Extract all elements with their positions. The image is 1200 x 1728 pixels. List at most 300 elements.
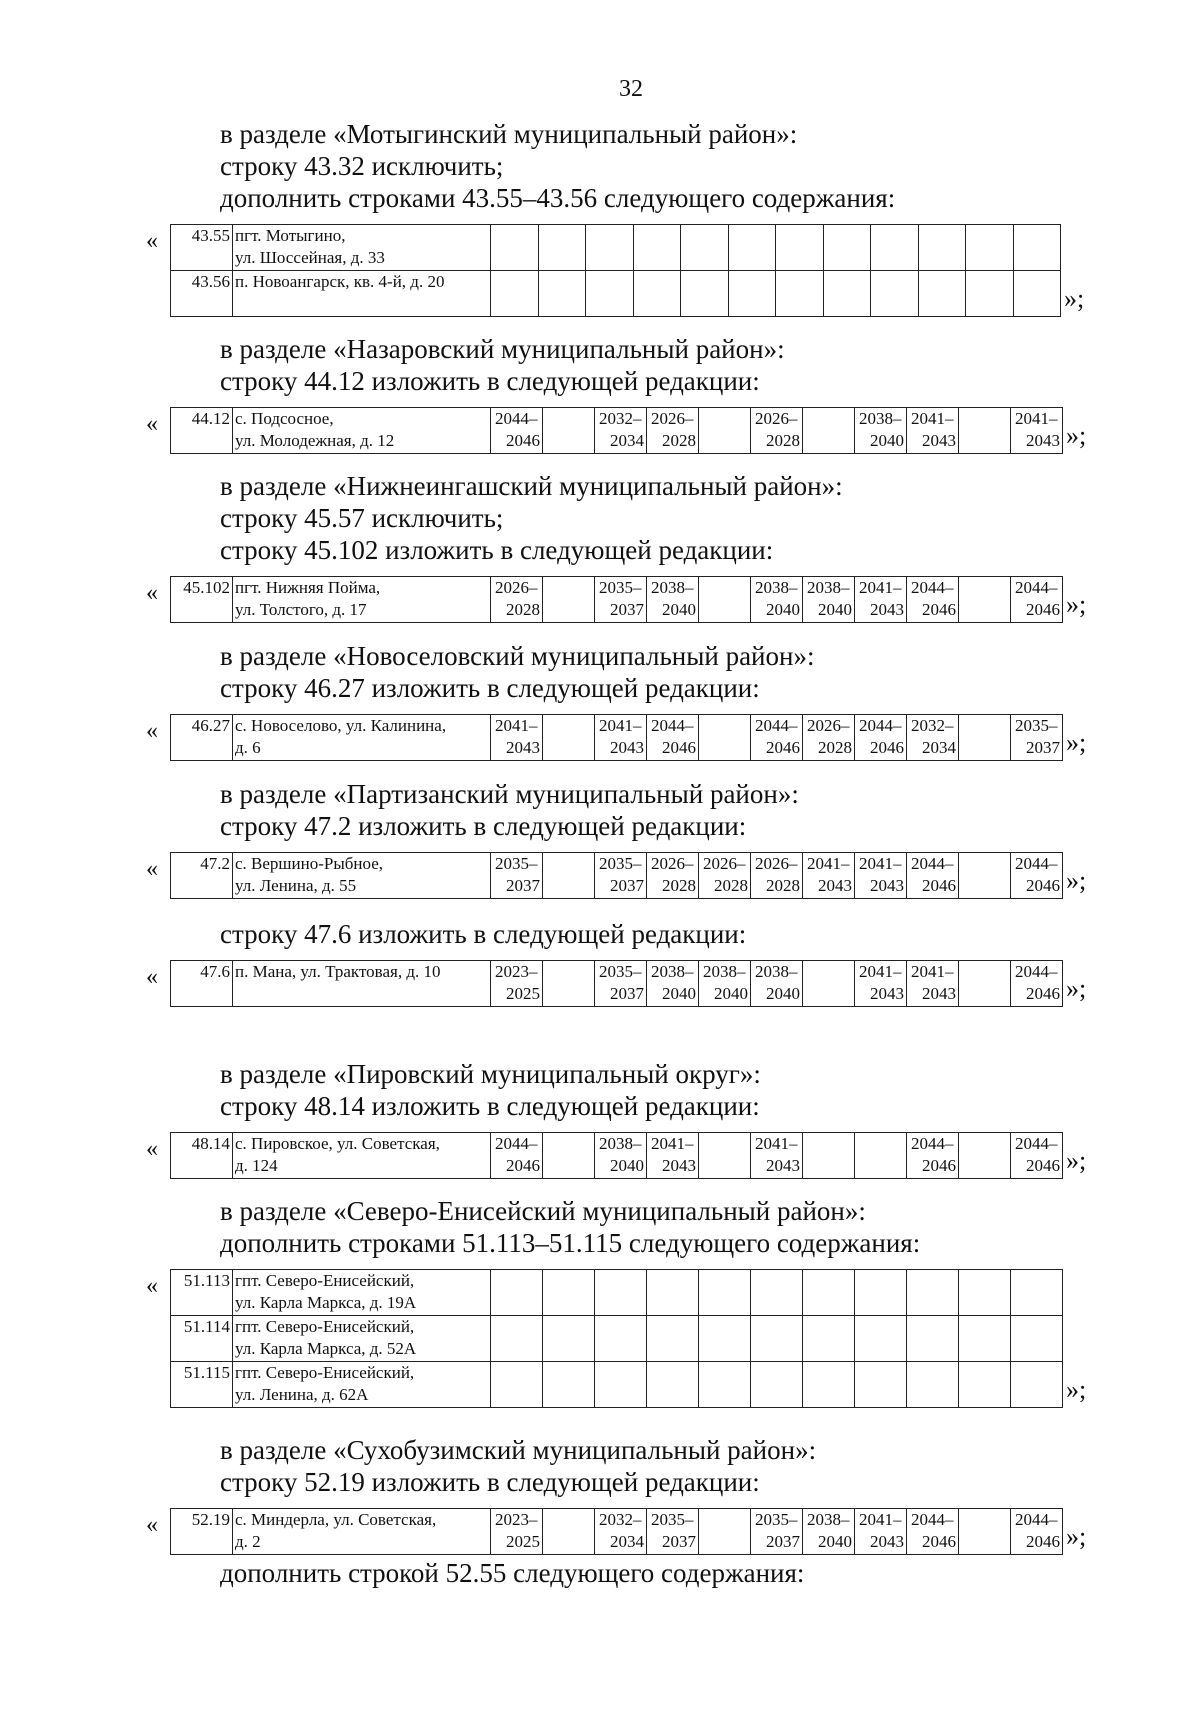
period-end: 2043 bbox=[662, 1156, 696, 1175]
period-cell bbox=[1011, 1270, 1063, 1316]
period-cell bbox=[543, 1316, 595, 1362]
period-start: 2035– bbox=[599, 854, 642, 873]
period-end: 2046 bbox=[506, 1156, 540, 1175]
period-cell bbox=[803, 961, 855, 1007]
open-quote: « bbox=[146, 856, 158, 882]
amendment-table bbox=[170, 1269, 1063, 1408]
period-start: 2044– bbox=[911, 578, 954, 597]
period-start: 2038– bbox=[651, 962, 694, 981]
row-number: 51.113 bbox=[171, 1270, 233, 1316]
period-start: 2044– bbox=[911, 1134, 954, 1153]
period-cell bbox=[907, 1509, 959, 1555]
period-cell bbox=[959, 1133, 1011, 1179]
open-quote: « bbox=[146, 580, 158, 606]
period-start: 2035– bbox=[755, 1510, 798, 1529]
paragraph-line: в разделе «Мотыгинский муниципальный район»: bbox=[220, 119, 798, 149]
period-cell bbox=[751, 853, 803, 899]
address-cell bbox=[233, 1509, 491, 1555]
period-cell bbox=[871, 271, 919, 317]
period-end: 2043 bbox=[922, 984, 956, 1003]
period-start: 2044– bbox=[651, 716, 694, 735]
period-cell bbox=[803, 715, 855, 761]
period-cell bbox=[595, 961, 647, 1007]
period-cell bbox=[803, 1133, 855, 1179]
period-cell bbox=[823, 225, 871, 271]
period-cell bbox=[959, 1270, 1011, 1316]
period-cell bbox=[855, 577, 907, 623]
period-cell bbox=[855, 715, 907, 761]
period-cell bbox=[1011, 961, 1063, 1007]
period-end: 2043 bbox=[922, 431, 956, 450]
period-end: 2043 bbox=[610, 738, 644, 757]
period-start: 2041– bbox=[911, 962, 954, 981]
table-row bbox=[171, 1316, 1063, 1362]
period-start: 2041– bbox=[599, 716, 642, 735]
period-end: 2046 bbox=[662, 738, 696, 757]
period-end: 2043 bbox=[870, 876, 904, 895]
address-line: с. Пировское, ул. Советская, bbox=[235, 1134, 440, 1153]
close-quote: »; bbox=[1066, 866, 1087, 895]
amendment-table bbox=[170, 714, 1063, 761]
period-start: 2038– bbox=[651, 578, 694, 597]
period-end: 2040 bbox=[818, 600, 852, 619]
period-end: 2046 bbox=[922, 600, 956, 619]
open-quote: « bbox=[146, 411, 158, 437]
period-end: 2046 bbox=[1026, 876, 1060, 895]
address-line: с. Вершино-Рыбное, bbox=[235, 854, 384, 873]
period-start: 2041– bbox=[807, 854, 850, 873]
period-cell bbox=[543, 1133, 595, 1179]
address-line: с. Новоселово, ул. Калинина, bbox=[235, 716, 447, 735]
address-cell bbox=[233, 961, 491, 1007]
period-cell bbox=[803, 577, 855, 623]
period-cell bbox=[907, 853, 959, 899]
paragraph-line: строку 45.102 изложить в следующей редакции: bbox=[220, 535, 774, 565]
period-end: 2046 bbox=[922, 876, 956, 895]
period-end: 2037 bbox=[610, 600, 644, 619]
period-start: 2035– bbox=[599, 962, 642, 981]
row-number: 44.12 bbox=[171, 408, 233, 454]
period-end: 2037 bbox=[662, 1532, 696, 1551]
period-cell bbox=[907, 715, 959, 761]
paragraph-line: в разделе «Новоселовский муниципальный район»: bbox=[220, 641, 815, 671]
period-cell bbox=[751, 1270, 803, 1316]
period-cell bbox=[751, 1509, 803, 1555]
period-cell bbox=[647, 961, 699, 1007]
period-start: 2041– bbox=[859, 962, 902, 981]
paragraph-line: строку 44.12 изложить в следующей редакции: bbox=[220, 366, 760, 396]
period-end: 2037 bbox=[506, 876, 540, 895]
row-number: 47.6 bbox=[171, 961, 233, 1007]
paragraph-line: в разделе «Партизанский муниципальный район»: bbox=[220, 779, 799, 809]
period-cell bbox=[907, 1316, 959, 1362]
address-line: пгт. Нижняя Пойма, bbox=[235, 578, 381, 597]
period-cell bbox=[647, 1509, 699, 1555]
amendment-table bbox=[170, 407, 1063, 454]
open-quote: « bbox=[146, 1136, 158, 1162]
period-cell bbox=[751, 961, 803, 1007]
period-end: 2037 bbox=[610, 876, 644, 895]
paragraph-line: в разделе «Пировский муниципальный округ»: bbox=[220, 1059, 761, 1089]
period-cell bbox=[751, 408, 803, 454]
period-end: 2043 bbox=[870, 984, 904, 1003]
period-cell bbox=[595, 408, 647, 454]
table-row bbox=[171, 1362, 1063, 1408]
paragraph-line: в разделе «Назаровский муниципальный район»: bbox=[220, 334, 785, 364]
row-number: 51.114 bbox=[171, 1316, 233, 1362]
period-cell bbox=[595, 1316, 647, 1362]
period-cell bbox=[699, 577, 751, 623]
period-end: 2040 bbox=[870, 431, 904, 450]
period-cell bbox=[907, 961, 959, 1007]
period-cell bbox=[595, 1362, 647, 1408]
amendment-table bbox=[170, 224, 1061, 317]
period-end: 2025 bbox=[506, 984, 540, 1003]
address-line: с. Миндерла, ул. Советская, bbox=[235, 1510, 437, 1529]
open-quote: « bbox=[146, 1273, 158, 1299]
period-start: 2041– bbox=[859, 578, 902, 597]
amendment-table bbox=[170, 852, 1063, 899]
period-cell bbox=[1011, 853, 1063, 899]
period-end: 2040 bbox=[818, 1532, 852, 1551]
table-row bbox=[171, 271, 1061, 317]
address-cell bbox=[233, 715, 491, 761]
period-end: 2028 bbox=[662, 431, 696, 450]
address-line: д. 2 bbox=[235, 1532, 261, 1551]
period-cell bbox=[855, 961, 907, 1007]
period-cell bbox=[907, 577, 959, 623]
period-cell bbox=[751, 577, 803, 623]
address-cell bbox=[233, 225, 491, 271]
period-cell bbox=[647, 1133, 699, 1179]
period-cell bbox=[543, 1362, 595, 1408]
period-start: 2026– bbox=[703, 854, 746, 873]
close-quote: »; bbox=[1066, 421, 1087, 450]
period-cell bbox=[491, 961, 543, 1007]
period-cell bbox=[491, 853, 543, 899]
row-number: 46.27 bbox=[171, 715, 233, 761]
period-cell bbox=[647, 1270, 699, 1316]
period-end: 2046 bbox=[922, 1156, 956, 1175]
period-end: 2028 bbox=[714, 876, 748, 895]
address-line: ул. Ленина, д. 62А bbox=[235, 1385, 369, 1404]
period-cell bbox=[959, 1509, 1011, 1555]
table-row bbox=[171, 1133, 1063, 1179]
period-cell bbox=[959, 961, 1011, 1007]
period-end: 2028 bbox=[662, 876, 696, 895]
period-end: 2034 bbox=[610, 1532, 644, 1551]
period-end: 2034 bbox=[922, 738, 956, 757]
period-end: 2046 bbox=[922, 1532, 956, 1551]
period-cell bbox=[959, 408, 1011, 454]
paragraph-line: строку 43.32 исключить; bbox=[220, 151, 504, 181]
period-cell bbox=[803, 1316, 855, 1362]
period-cell bbox=[1013, 225, 1061, 271]
period-cell bbox=[491, 271, 539, 317]
period-end: 2046 bbox=[766, 738, 800, 757]
paragraph-line: в разделе «Сухобузимский муниципальный район»: bbox=[220, 1435, 817, 1465]
period-cell bbox=[595, 1270, 647, 1316]
period-cell bbox=[959, 853, 1011, 899]
period-cell bbox=[1011, 1362, 1063, 1408]
address-cell bbox=[233, 1316, 491, 1362]
paragraph-line: дополнить строкой 52.55 следующего содержания: bbox=[220, 1558, 805, 1588]
open-quote: « bbox=[146, 964, 158, 990]
period-cell bbox=[538, 271, 586, 317]
address-cell bbox=[233, 853, 491, 899]
period-start: 2044– bbox=[1015, 854, 1058, 873]
period-start: 2044– bbox=[1015, 578, 1058, 597]
period-cell bbox=[1011, 715, 1063, 761]
period-end: 2046 bbox=[870, 738, 904, 757]
period-cell bbox=[647, 853, 699, 899]
period-start: 2026– bbox=[755, 854, 798, 873]
address-line: ул. Молодежная, д. 12 bbox=[235, 431, 395, 450]
address-line: гпт. Северо-Енисейский, bbox=[235, 1271, 415, 1290]
period-end: 2046 bbox=[1026, 984, 1060, 1003]
period-end: 2037 bbox=[610, 984, 644, 1003]
period-cell bbox=[855, 1133, 907, 1179]
period-cell bbox=[699, 1133, 751, 1179]
period-end: 2037 bbox=[766, 1532, 800, 1551]
period-start: 2038– bbox=[755, 578, 798, 597]
period-cell bbox=[699, 853, 751, 899]
period-cell bbox=[595, 1509, 647, 1555]
amendment-table bbox=[170, 1132, 1063, 1179]
period-start: 2044– bbox=[1015, 962, 1058, 981]
period-cell bbox=[907, 1362, 959, 1408]
address-cell bbox=[233, 408, 491, 454]
row-number: 47.2 bbox=[171, 853, 233, 899]
period-start: 2032– bbox=[599, 1510, 642, 1529]
period-end: 2028 bbox=[766, 876, 800, 895]
period-cell bbox=[491, 408, 543, 454]
period-start: 2041– bbox=[1015, 409, 1058, 428]
paragraph-line: строку 47.2 изложить в следующей редакции: bbox=[220, 811, 747, 841]
period-cell bbox=[491, 1362, 543, 1408]
period-cell bbox=[918, 271, 966, 317]
period-cell bbox=[647, 408, 699, 454]
period-cell bbox=[491, 1133, 543, 1179]
period-start: 2041– bbox=[911, 409, 954, 428]
address-line: п. Мана, ул. Трактовая, д. 10 bbox=[235, 962, 441, 981]
close-quote: »; bbox=[1066, 1375, 1087, 1404]
amendment-table bbox=[170, 960, 1063, 1007]
period-cell bbox=[543, 408, 595, 454]
period-start: 2035– bbox=[1015, 716, 1058, 735]
period-start: 2041– bbox=[859, 1510, 902, 1529]
period-cell bbox=[1013, 271, 1061, 317]
address-line: ул. Карла Маркса, д. 52А bbox=[235, 1339, 417, 1358]
period-cell bbox=[595, 577, 647, 623]
period-cell bbox=[699, 961, 751, 1007]
period-cell bbox=[543, 961, 595, 1007]
period-start: 2035– bbox=[651, 1510, 694, 1529]
period-start: 2038– bbox=[703, 962, 746, 981]
address-line: ул. Карла Маркса, д. 19А bbox=[235, 1293, 417, 1312]
period-end: 2046 bbox=[1026, 600, 1060, 619]
period-cell bbox=[491, 715, 543, 761]
period-cell bbox=[1011, 1316, 1063, 1362]
period-cell bbox=[699, 408, 751, 454]
period-end: 2046 bbox=[506, 431, 540, 450]
period-cell bbox=[1011, 1133, 1063, 1179]
period-start: 2038– bbox=[755, 962, 798, 981]
period-start: 2044– bbox=[1015, 1510, 1058, 1529]
paragraph-line: дополнить строками 43.55–43.56 следующего содержания: bbox=[220, 183, 896, 213]
address-line: пгт. Мотыгино, bbox=[235, 226, 346, 245]
row-number: 43.55 bbox=[171, 225, 233, 271]
period-cell bbox=[543, 715, 595, 761]
amendment-table bbox=[170, 1508, 1063, 1555]
period-start: 2044– bbox=[911, 854, 954, 873]
period-start: 2023– bbox=[495, 1510, 538, 1529]
period-end: 2043 bbox=[870, 600, 904, 619]
period-cell bbox=[543, 577, 595, 623]
address-cell bbox=[233, 271, 491, 317]
address-line: с. Подсосное, bbox=[235, 409, 334, 428]
period-end: 2028 bbox=[506, 600, 540, 619]
address-cell bbox=[233, 1133, 491, 1179]
period-cell bbox=[543, 1270, 595, 1316]
period-cell bbox=[855, 408, 907, 454]
address-cell bbox=[233, 577, 491, 623]
paragraph-line: строку 47.6 изложить в следующей редакции: bbox=[220, 919, 747, 949]
period-start: 2038– bbox=[859, 409, 902, 428]
period-cell bbox=[966, 271, 1014, 317]
row-number: 52.19 bbox=[171, 1509, 233, 1555]
paragraph-line: в разделе «Северо-Енисейский муниципальный район»: bbox=[220, 1196, 866, 1226]
period-cell bbox=[803, 408, 855, 454]
period-cell bbox=[699, 1362, 751, 1408]
period-start: 2035– bbox=[599, 578, 642, 597]
period-start: 2044– bbox=[911, 1510, 954, 1529]
period-cell bbox=[751, 1133, 803, 1179]
address-line: д. 124 bbox=[235, 1156, 278, 1175]
period-start: 2044– bbox=[495, 1134, 538, 1153]
period-cell bbox=[959, 1316, 1011, 1362]
period-cell bbox=[803, 1509, 855, 1555]
period-start: 2044– bbox=[1015, 1134, 1058, 1153]
page-number: 32 bbox=[619, 76, 643, 102]
period-cell bbox=[751, 715, 803, 761]
paragraph-line: дополнить строками 51.113–51.115 следующего содержания: bbox=[220, 1228, 921, 1258]
period-cell bbox=[803, 1362, 855, 1408]
period-cell bbox=[543, 853, 595, 899]
period-cell bbox=[699, 1509, 751, 1555]
period-cell bbox=[728, 271, 776, 317]
open-quote: « bbox=[146, 228, 158, 254]
period-cell bbox=[586, 271, 634, 317]
period-cell bbox=[491, 1270, 543, 1316]
period-cell bbox=[647, 1362, 699, 1408]
period-cell bbox=[647, 1316, 699, 1362]
table-row bbox=[171, 961, 1063, 1007]
paragraph-line: строку 52.19 изложить в следующей редакции: bbox=[220, 1467, 760, 1497]
period-cell bbox=[855, 1270, 907, 1316]
period-cell bbox=[491, 1316, 543, 1362]
period-start: 2038– bbox=[807, 578, 850, 597]
period-cell bbox=[855, 1509, 907, 1555]
period-cell bbox=[959, 577, 1011, 623]
period-start: 2032– bbox=[911, 716, 954, 735]
period-cell bbox=[1011, 408, 1063, 454]
period-cell bbox=[699, 1316, 751, 1362]
address-line: ул. Толстого, д. 17 bbox=[235, 600, 367, 619]
period-cell bbox=[907, 1133, 959, 1179]
paragraph-line: строку 46.27 изложить в следующей редакции: bbox=[220, 673, 760, 703]
period-cell bbox=[543, 1509, 595, 1555]
period-cell bbox=[776, 271, 824, 317]
period-cell bbox=[751, 1362, 803, 1408]
period-end: 2040 bbox=[766, 600, 800, 619]
period-start: 2035– bbox=[495, 854, 538, 873]
period-end: 2040 bbox=[766, 984, 800, 1003]
address-line: ул. Шоссейная, д. 33 bbox=[235, 248, 385, 267]
close-quote: »; bbox=[1066, 728, 1087, 757]
period-start: 2044– bbox=[859, 716, 902, 735]
period-cell bbox=[1011, 1509, 1063, 1555]
period-end: 2046 bbox=[1026, 1156, 1060, 1175]
period-start: 2041– bbox=[859, 854, 902, 873]
period-start: 2041– bbox=[651, 1134, 694, 1153]
period-cell bbox=[491, 1509, 543, 1555]
address-line: ул. Ленина, д. 55 bbox=[235, 876, 357, 895]
period-cell bbox=[918, 225, 966, 271]
period-cell bbox=[776, 225, 824, 271]
period-cell bbox=[728, 225, 776, 271]
period-cell bbox=[595, 715, 647, 761]
period-end: 2040 bbox=[714, 984, 748, 1003]
period-cell bbox=[647, 577, 699, 623]
paragraph-line: строку 45.57 исключить; bbox=[220, 503, 504, 533]
row-number: 43.56 bbox=[171, 271, 233, 317]
period-cell bbox=[681, 225, 729, 271]
period-cell bbox=[491, 225, 539, 271]
address-cell bbox=[233, 1270, 491, 1316]
period-end: 2028 bbox=[818, 738, 852, 757]
period-start: 2023– bbox=[495, 962, 538, 981]
period-end: 2043 bbox=[818, 876, 852, 895]
table-row bbox=[171, 853, 1063, 899]
table-row bbox=[171, 408, 1063, 454]
period-cell bbox=[647, 715, 699, 761]
period-end: 2046 bbox=[1026, 1532, 1060, 1551]
period-cell bbox=[959, 715, 1011, 761]
paragraph-line: строку 48.14 изложить в следующей редакции: bbox=[220, 1091, 760, 1121]
period-cell bbox=[959, 1362, 1011, 1408]
row-number: 51.115 bbox=[171, 1362, 233, 1408]
table-row bbox=[171, 1270, 1063, 1316]
close-quote: »; bbox=[1066, 590, 1087, 619]
period-end: 2040 bbox=[662, 984, 696, 1003]
period-cell bbox=[823, 271, 871, 317]
period-end: 2040 bbox=[662, 600, 696, 619]
address-line: д. 6 bbox=[235, 738, 261, 757]
period-cell bbox=[586, 225, 634, 271]
close-quote: »; bbox=[1064, 284, 1085, 313]
period-cell bbox=[1011, 577, 1063, 623]
open-quote: « bbox=[146, 718, 158, 744]
period-cell bbox=[855, 853, 907, 899]
address-line: п. Новоангарск, кв. 4-й, д. 20 bbox=[235, 272, 445, 291]
period-start: 2044– bbox=[755, 716, 798, 735]
period-start: 2026– bbox=[495, 578, 538, 597]
period-cell bbox=[855, 1316, 907, 1362]
period-cell bbox=[681, 271, 729, 317]
close-quote: »; bbox=[1066, 974, 1087, 1003]
table-row bbox=[171, 577, 1063, 623]
